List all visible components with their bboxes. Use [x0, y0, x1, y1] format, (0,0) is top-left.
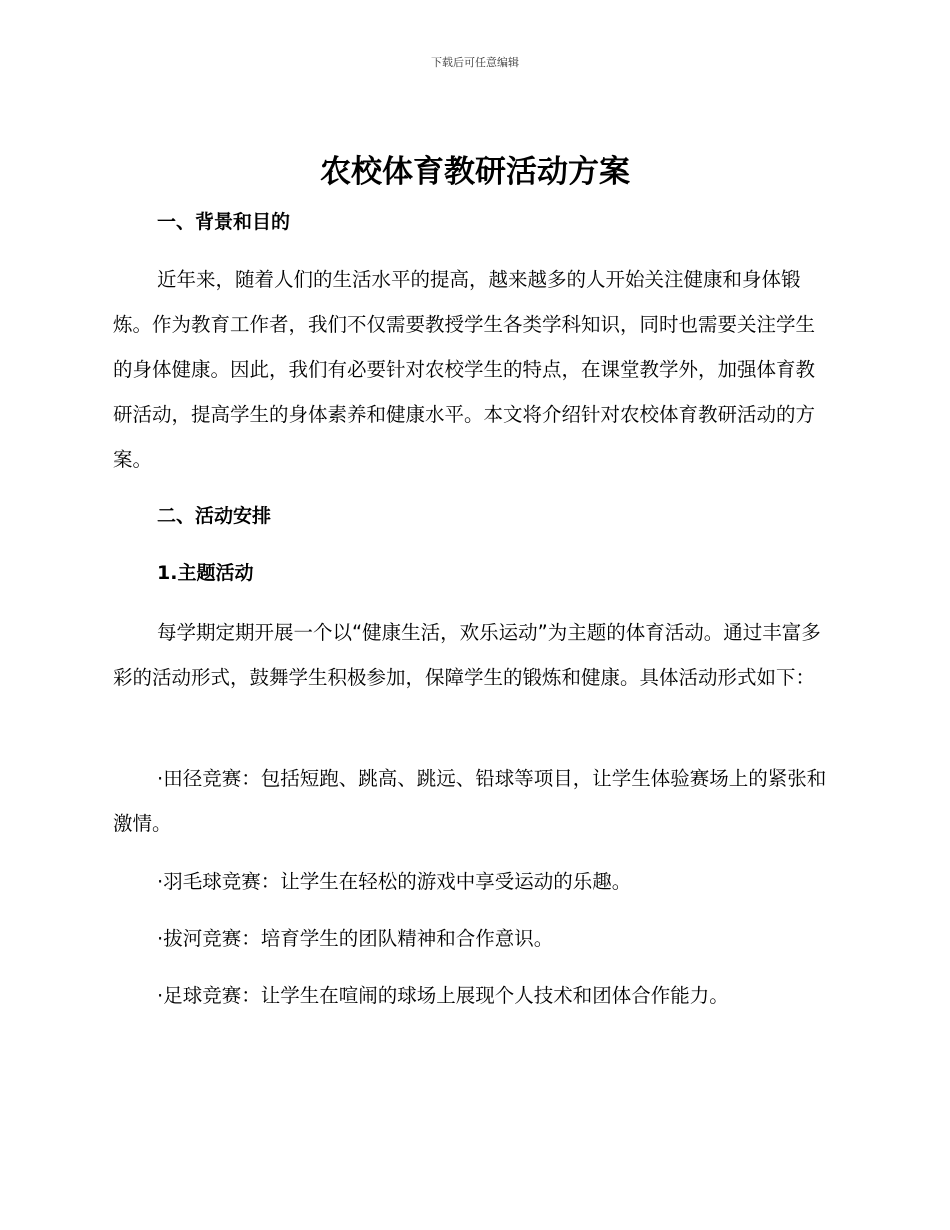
list-item-tug-of-war: ·拔河竞赛：培育学生的团队精神和合作意识。 [157, 927, 554, 950]
arrangement-intro-paragraph: 每学期定期开展一个以“健康生活，欢乐运动”为主题的体育活动。通过丰富多彩的活动形式，鼓舞学生积极参加，保障学生的锻炼和健康。具体活动形式如下： [113, 621, 821, 689]
section-heading-arrangement: 二、活动安排 [157, 505, 272, 527]
document-title: 农校体育教研活动方案 [320, 154, 630, 190]
header-note: 下载后可任意编辑 [431, 56, 519, 69]
background-paragraph: 近年来，随着人们的生活水平的提高，越来越多的人开始关注健康和身体锻炼。作为教育工作者，我们不仅需要教授学生各类学科知识，同时也需要关注学生的身体健康。因此，我们有必要针对农校学生的特点，在课堂教学外，加强体育教研活动，提高学生的身体素养和健康水平。本文将介绍针对农校体育教研活动的方案。 [113, 268, 816, 471]
list-item-badminton: ·羽毛球竞赛：让学生在轻松的游戏中享受运动的乐趣。 [157, 870, 632, 893]
list-item-athletics: ·田径竞赛：包括短跑、跳高、跳远、铅球等项目，让学生体验赛场上的紧张和激情。 [113, 767, 827, 835]
subheading-theme-activity: 1.主题活动 [157, 562, 254, 584]
list-item-football: ·足球竞赛：让学生在喧闹的球场上展现个人技术和团体合作能力。 [157, 984, 729, 1007]
section-heading-background: 一、背景和目的 [157, 211, 291, 233]
